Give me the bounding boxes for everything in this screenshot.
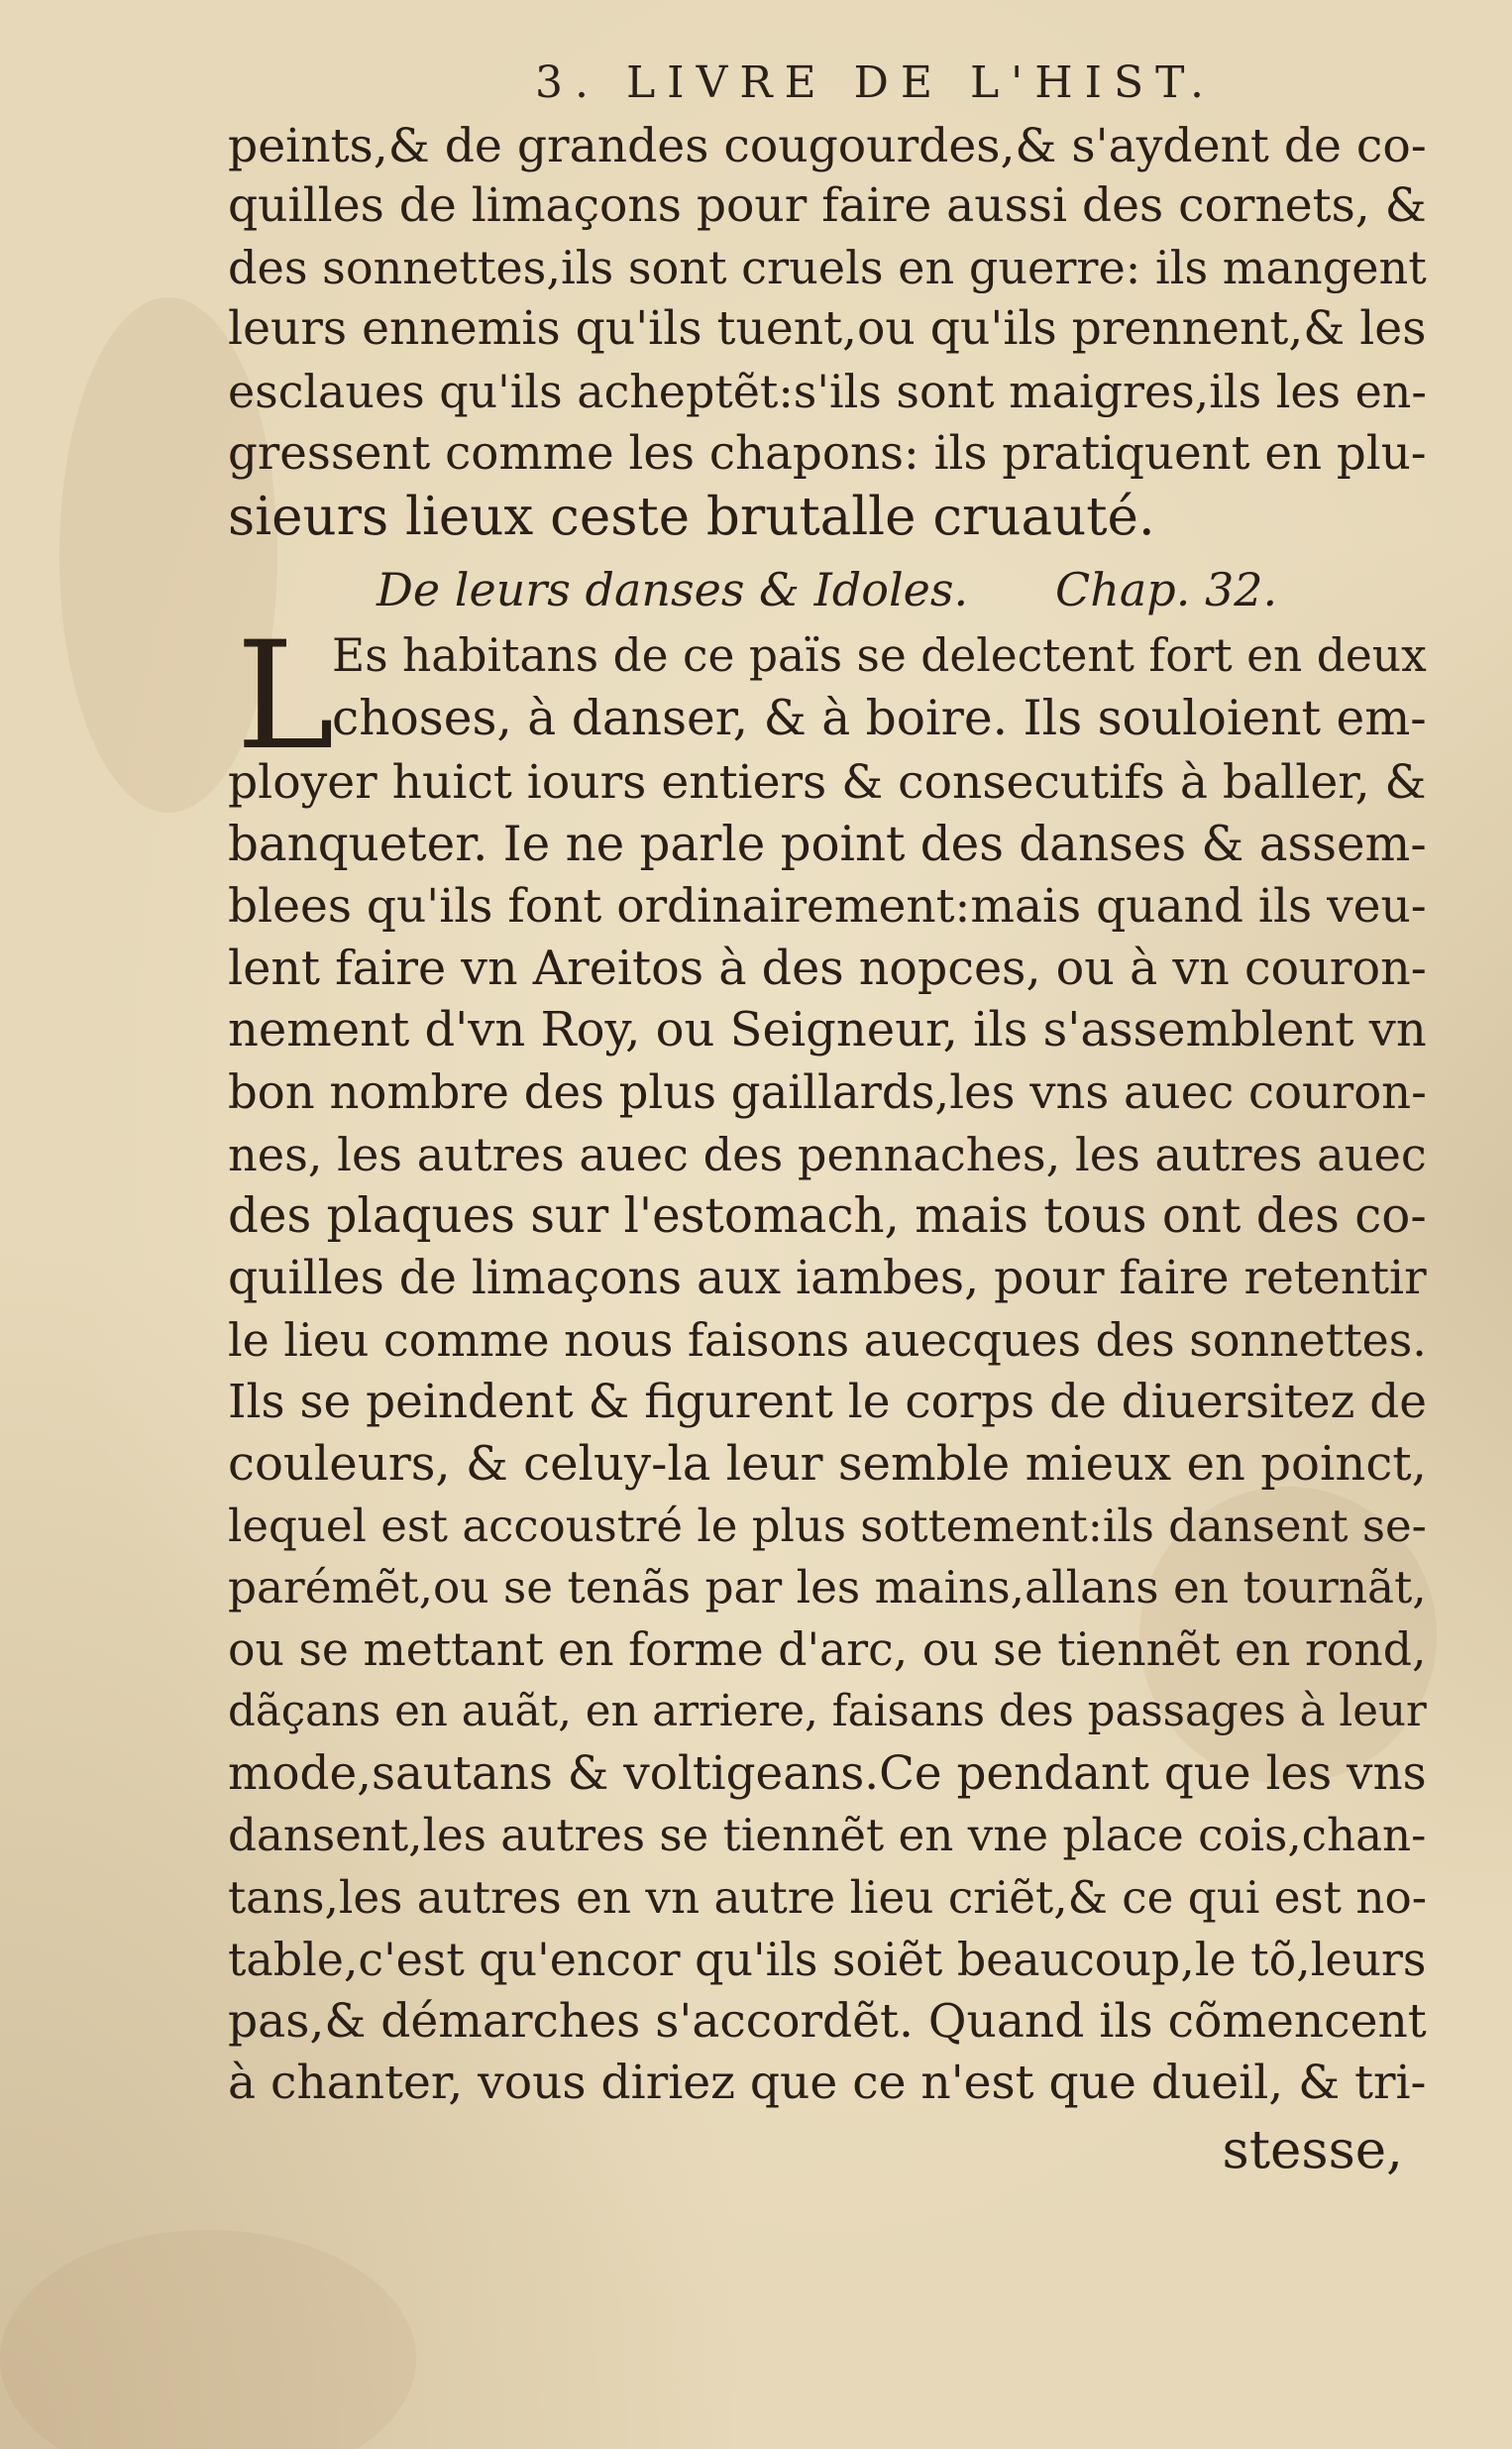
text-line: le lieu comme nous faisons auecques des sonnettes. [228,1313,1427,1367]
text-line: mode,sautans & voltigeans.Ce pendant que les vns [228,1747,1427,1801]
chapter-number: Chap. 32. [1055,563,1278,616]
text-line: des plaques sur l'estomach, mais tous ont des co- [228,1188,1427,1244]
text-line: des sonnettes,ils sont cruels en guerre: ils mangent [228,241,1427,294]
text-line: tans,les autres en vn autre lieu criẽt,& ce qui est no- [228,1871,1427,1924]
text-line: pas,& démarches s'accordẽt. Quand ils cõmencent [228,1994,1427,2049]
text-line: banqueter. Ie ne parle point des danses & assem- [228,817,1427,872]
text-line: blees qu'ils font ordinairement:mais quand ils veu- [228,879,1427,934]
text-line: nement d'vn Roy, ou Seigneur, ils s'assemblent vn [228,1003,1427,1058]
text-line: choses, à danser, & à boire. Ils souloient em- [332,691,1427,746]
running-head: 3. LIVRE DE L'HIST. [535,57,1217,108]
text-line: lequel est accoustré le plus sottement:ils dansent se- [228,1500,1427,1552]
catchword: stesse, [1222,2120,1403,2180]
text-line: à chanter, vous diriez que ce n'est que dueil, & tri- [228,2056,1427,2110]
chapter-title: De leurs danses & Idoles. [377,563,969,616]
text-line: Ils se peindent & figurent le corps de diuersitez de [228,1376,1427,1429]
text-line: table,c'est qu'encor qu'ils soiẽt beaucoup,le tõ,leurs [228,1933,1427,1986]
text-line: peints,& de grandes cougourdes,& s'aydent de co- [228,119,1427,173]
text-line: esclaues qu'ils acheptẽt:s'ils sont maigres,ils les en- [228,365,1427,418]
drop-cap: L [236,611,335,783]
text-line: Es habitans de ce païs se delectent fort en deux [332,629,1427,682]
text-line: bon nombre des plus gaillards,les vns auec couron- [228,1065,1427,1119]
text-line: sieurs lieux ceste brutalle cruauté. [228,487,1155,547]
text-line: dãçans en auãt, en arriere, faisans des passages à leur [228,1687,1427,1736]
text-line: nes, les autres auec des pennaches, les autres auec [228,1128,1427,1181]
text-line: parémẽt,ou se tenãs par les mains,allans en tournãt, [228,1561,1427,1614]
text-line: couleurs, & celuy-la leur semble mieux en poinct, [228,1436,1427,1492]
text-line: ou se mettant en forme d'arc, ou se tiennẽt en rond, [228,1623,1427,1676]
text-line: leurs ennemis qu'ils tuent,ou qu'ils prennent,& les [228,301,1427,356]
text-line: ployer huict iours entiers & consecutifs à baller, & [228,755,1427,810]
text-line: dansent,les autres se tiennẽt en vne place cois,chan- [228,1809,1427,1861]
paper-stain [0,2230,416,2449]
text-line: lent faire vn Areitos à des nopces, ou à vn couron- [228,942,1427,996]
text-line: quilles de limaçons pour faire aussi des cornets, & [228,178,1427,233]
text-line: quilles de limaçons aux iambes, pour faire retentir [228,1251,1427,1305]
text-line: gressent comme les chapons: ils pratiquent en plu- [228,427,1427,481]
